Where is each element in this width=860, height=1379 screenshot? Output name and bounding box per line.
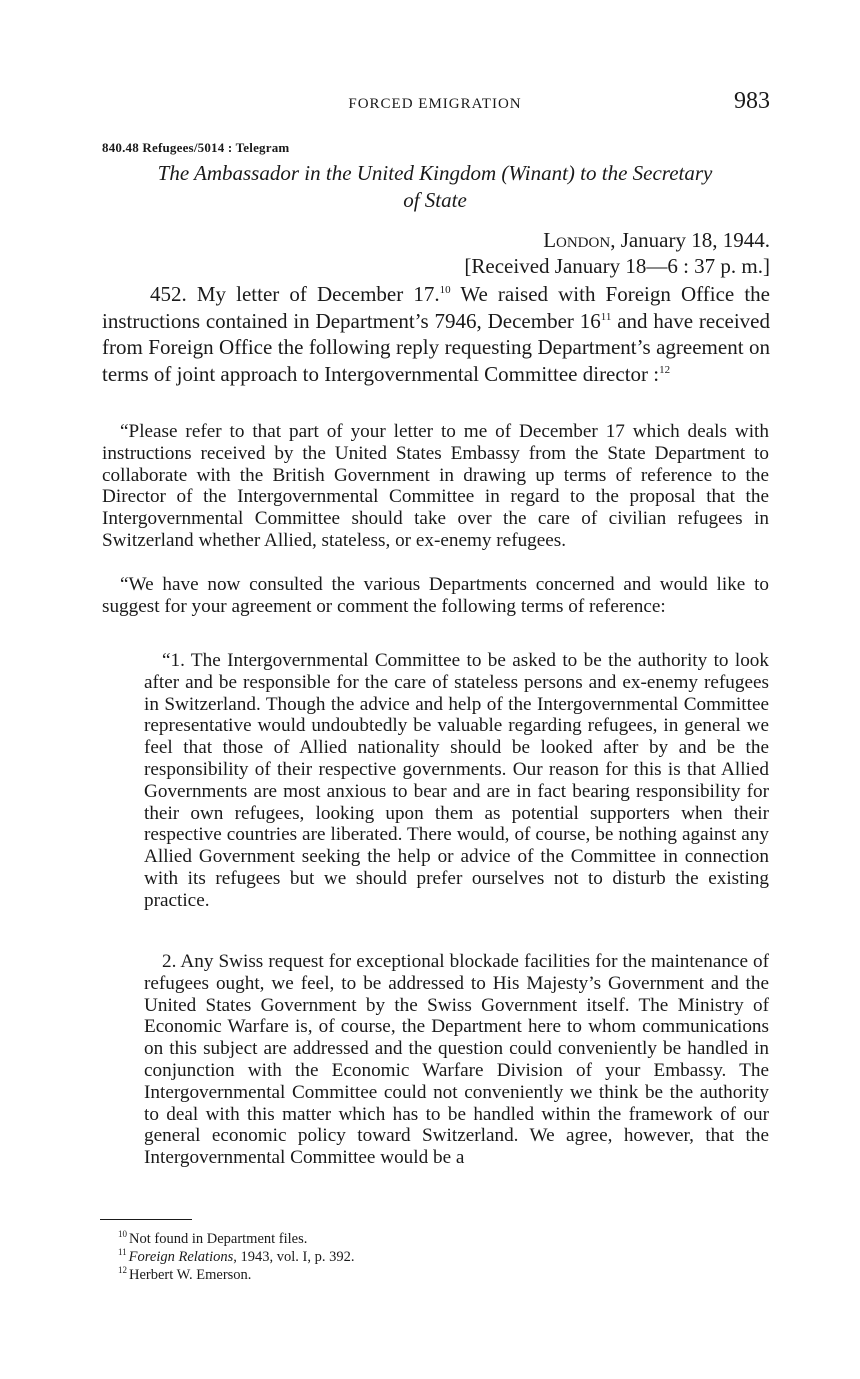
- page-number: 983: [734, 88, 770, 114]
- dateline: [100, 227, 770, 254]
- terms-item-1: “1. The Intergovernmental Committee to be asked to be the authority to look after and be responsible for the care of stateless persons and ex-enemy refugees in Switzerland. Though the advice and help of the Intergovernmental Committee representative would undoubtedly be valuable regarding refugees, in general we feel that those of Allied nationality should be looked after by and be the responsibility of their respective governments. Our reason for this is that Allied Governments are most anxious to bear and are in fact bearing responsibility for their own refugees, looking upon them as potential supporters when their respective countries are liberated. There would, of course, be nothing against any Allied Government seeking the help or advice of the Committee in connection with its refugees but we should prefer ourselves not to disturb the existing practice.: [144, 650, 769, 911]
- running-title: FORCED EMIGRATION: [348, 96, 522, 112]
- footnote-ref-12: 12: [659, 363, 671, 376]
- footnote-12-mark: 12: [118, 1265, 127, 1276]
- quote-paragraph-2: “We have now consulted the various Departments concerned and would like to suggest for your agreement or comment the following terms of reference:: [102, 574, 769, 617]
- document-title: [100, 160, 770, 214]
- footnote-11-title: Foreign Relations: [128, 1249, 234, 1265]
- body-paragraph: [102, 281, 770, 387]
- footnote-12: [118, 1266, 758, 1284]
- body-text-middle: We raised with Foreign Office the instructions contained in Department’s 7946, December 16: [102, 282, 770, 333]
- quote-paragraph-1: “Please refer to that part of your letter to me of December 17 which deals with instructions received by the United States Embassy from the State Department to collaborate with the British Government in drawing up terms of reference to the Director of the Intergovernmental Committee in regard to the proposal that the Intergovernmental Committee should take over the care of civilian refugees in Switzerland whether Allied, stateless, or ex-enemy refugees.: [102, 421, 769, 551]
- footnote-10: [118, 1230, 758, 1248]
- footnote-ref-10: 10: [439, 284, 451, 296]
- terms-item-2: 2. Any Swiss request for exceptional blockade facilities for the maintenance of refugees ought, we feel, to be addressed to His Majesty’s Government and the United States Government by the Swiss Government itself. The Ministry of Economic Warfare is, of course, the Department here to whom communications on this subject are addressed and the question could conveniently be handled in conjunction with the Economic Warfare Division of your Embassy. The Intergovernmental Committee could not conveniently we think be the authority to deal with this matter which has to be handled within the framework of our general economic policy toward Switzerland. We agree, however, that the Intergovernmental Committee would be a: [144, 951, 769, 1169]
- running-head: [100, 88, 770, 122]
- footnotes: [118, 1230, 758, 1284]
- document-title-line-1: The Ambassador in the United Kingdom (Winant) to the Secretary: [157, 161, 713, 185]
- footnote-ref-11: 11: [600, 310, 612, 323]
- footnote-12-text: Herbert W. Emerson.: [129, 1267, 252, 1283]
- body-text-end: and have received from Foreign Office the following reply requesting Department’s agreement on terms of joint approach to Intergovernmental Committee director :: [102, 308, 771, 386]
- footnote-11: [118, 1248, 758, 1266]
- footnote-10-text: Not found in Department files.: [129, 1231, 308, 1247]
- file-reference: 840.48 Refugees/5014 : Telegram: [102, 140, 290, 155]
- footnote-rule: [100, 1219, 192, 1220]
- dateline-place: London: [543, 228, 611, 252]
- footnote-10-mark: 10: [118, 1229, 127, 1240]
- document-title-line-2: of State: [403, 188, 467, 212]
- footnote-11-mark: 11: [118, 1247, 127, 1258]
- dateline-date: , January 18, 1944.: [610, 228, 770, 252]
- body-text-start: 452. My letter of December 17.: [150, 282, 440, 306]
- received-line: [Received January 18—6 : 37 p. m.]: [464, 254, 770, 278]
- footnote-11-text: , 1943, vol. I, p. 392.: [233, 1249, 355, 1265]
